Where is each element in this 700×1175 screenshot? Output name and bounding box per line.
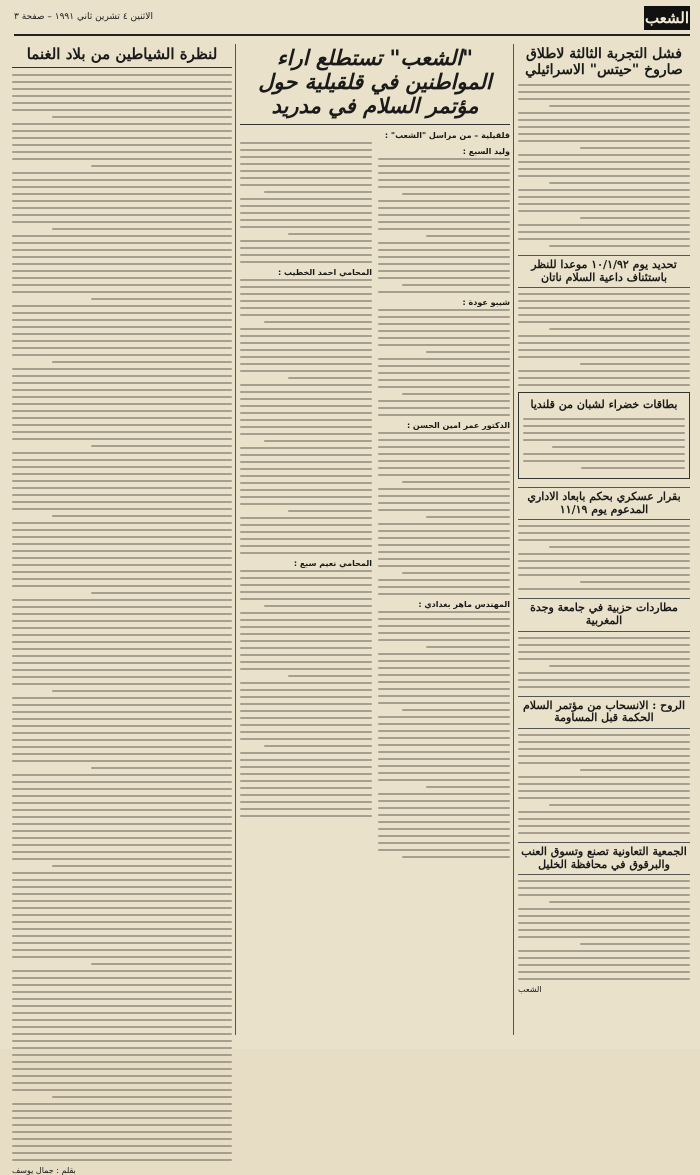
headline-withdrawal: الروح : الانسحاب من مؤتمر السلام الحكمة قبل المساومة [518, 696, 690, 729]
article-body [518, 84, 690, 247]
middle-column [235, 44, 510, 1035]
main-banner: "الشعب" تستطلع اراء المواطنين في قلقيلية حول مؤتمر السلام في مدريد [240, 46, 510, 125]
subhead: شيبو عودة : [462, 298, 510, 308]
subhead: المهندس ماهر بغدادي : [418, 600, 510, 610]
subhead: المحامي احمد الخطيب : [277, 268, 372, 278]
newspaper-logo: الشعب [644, 6, 690, 30]
subhead: المحامي نعيم سبع : [293, 559, 372, 569]
left-column [12, 44, 232, 1175]
opinion-headline: لنظرة الشياطين من بلاد الغنما [12, 46, 232, 68]
article-columns [240, 142, 510, 863]
headline-administrative: بقرار عسكري بحكم بابعاد الاداري المدعوم يوم ١١/١٩ [518, 487, 690, 520]
right-column [513, 44, 690, 1035]
section-signature: الشعب [518, 985, 542, 995]
headline-cooperative: الجمعية التعاونية تصنع وتسوق العنب والبرقوق في محافظة الخليل [518, 842, 690, 875]
opinion-body [12, 74, 232, 1161]
headline-appeal-date: تحديد يوم ١٠/١/٩٢ موعدا للنظر باستئناف داعية السلام ناتان [518, 255, 690, 288]
news-box [518, 392, 690, 479]
article-body [518, 525, 690, 590]
dateline: الاثنين ٤ تشرين ثاني ١٩٩١ – صفحة ٣ [14, 12, 153, 22]
article-body [518, 880, 690, 980]
article-body [518, 734, 690, 834]
article-body [518, 637, 690, 688]
headline-green-cards: بطاقات خضراء لشبان من قلنديا [530, 398, 678, 412]
opinion-author: بقلم : جمال يوسف [12, 1166, 76, 1175]
subhead: وليد السبع : [462, 147, 510, 157]
masthead [14, 6, 690, 36]
headline-missile: فشل التجربة الثالثة لاطلاق صاروخ "حيتس" الاسرائيلي [525, 46, 683, 79]
dateline-label: قلقيلية – من مراسل "الشعب" : [384, 131, 510, 141]
article-body [518, 293, 690, 386]
subhead: الدكتور عمر امين الحسن : [406, 421, 510, 431]
headline-university: مطاردات حزبية في جامعة وجدة المغربية [518, 598, 690, 631]
